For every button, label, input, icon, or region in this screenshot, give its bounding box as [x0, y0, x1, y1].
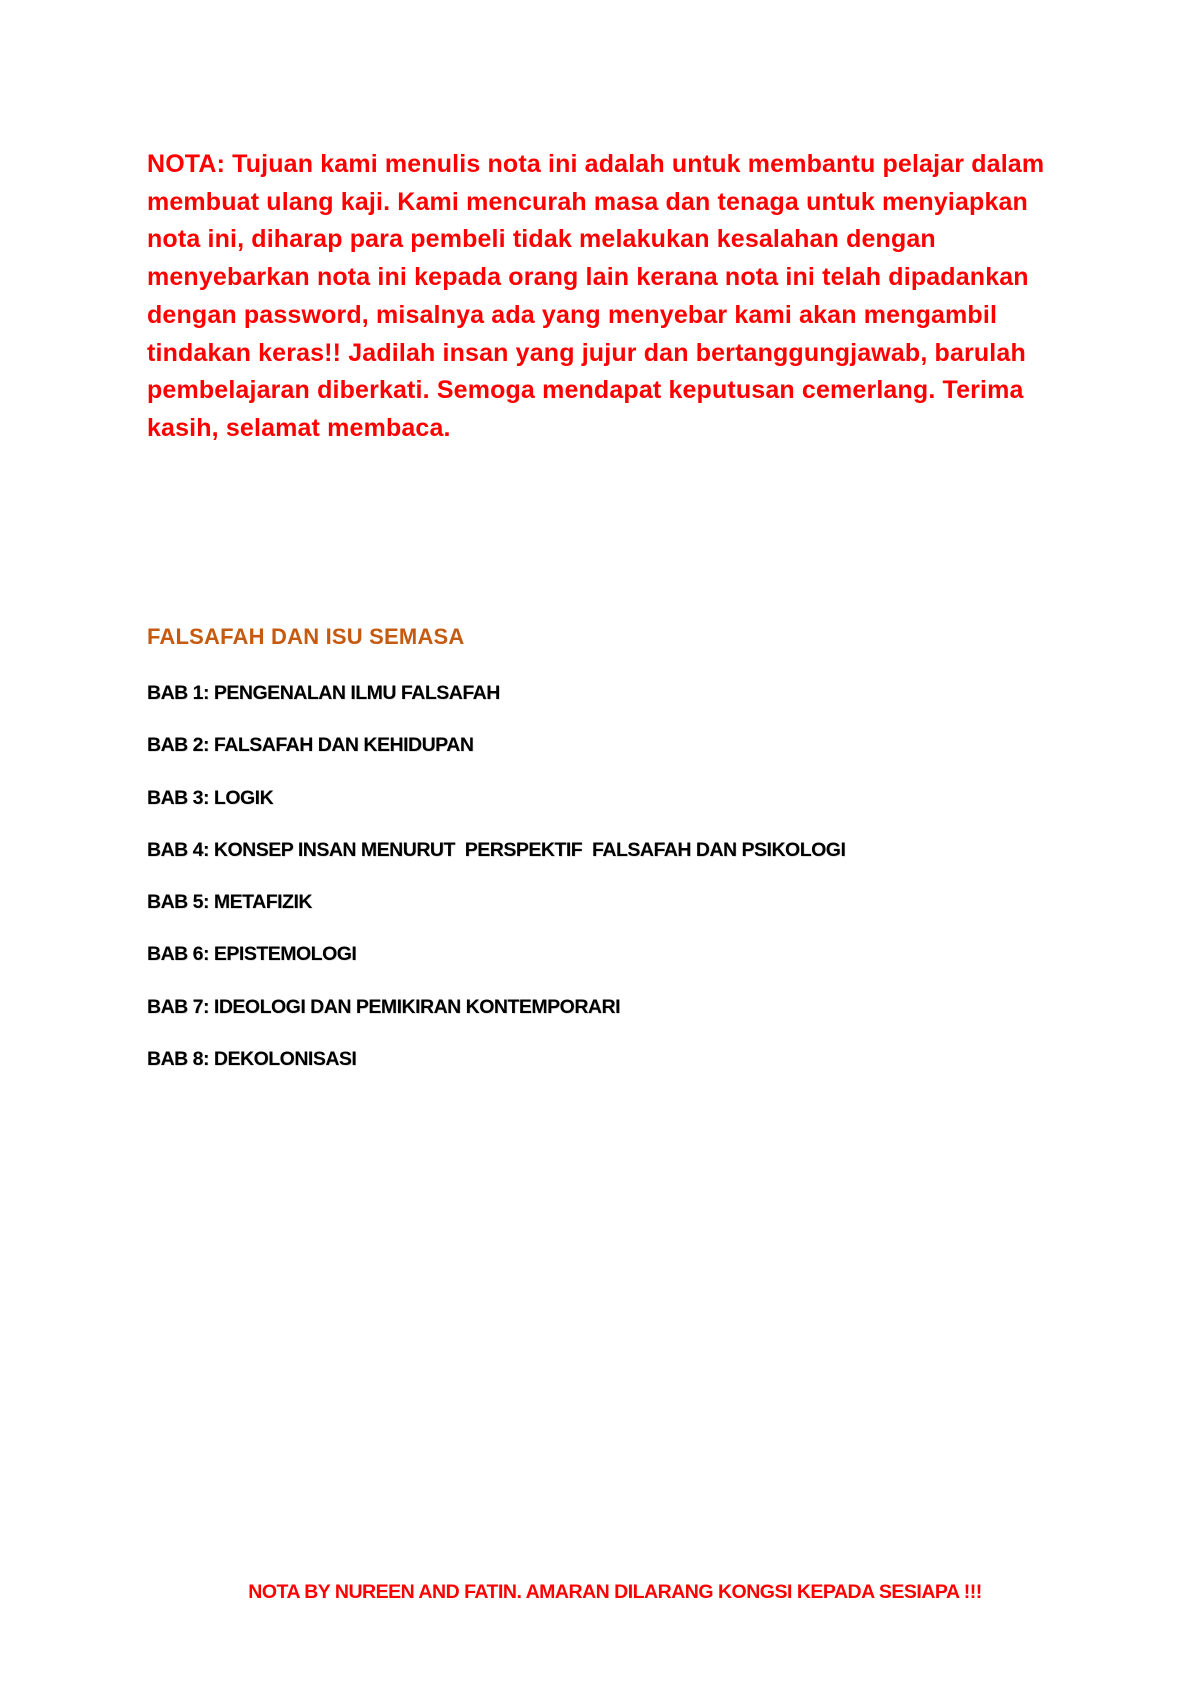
chapter-item-1: BAB 1: PENGENALAN ILMU FALSAFAH — [147, 682, 500, 704]
chapter-list — [147, 678, 845, 1096]
footer-warning: NOTA BY NUREEN AND FATIN. AMARAN DILARANG KONGSI KEPADA SESIAPA !!! — [248, 1581, 982, 1603]
chapter-item-2: BAB 2: FALSAFAH DAN KEHIDUPAN — [147, 734, 474, 757]
chapter-item-8: BAB 8: DEKOLONISASI — [147, 1048, 357, 1071]
chapter-item-6: BAB 6: EPISTEMOLOGI — [147, 943, 357, 966]
chapter-item-4: BAB 4: KONSEP INSAN MENURUT PERSPEKTIF FALSAFAH DAN PSIKOLOGI — [147, 838, 846, 861]
chapter-item-3: BAB 3: LOGIK — [147, 786, 274, 809]
notice-paragraph: NOTA: Tujuan kami menulis nota ini adalah untuk membantu pelajar dalam membuat ulang kaji. Kami mencurah masa dan tenaga untuk menyiapkan nota ini, diharap para pembeli tidak melakukan kesalahan dengan menyebarkan nota ini kepada orang lain kerana nota ini telah dipadankan dengan password, misalnya ada yang menyebar kami akan mengambil tindakan keras!! Jadilah insan yang jujur dan bertanggungjawab, barulah pembelajaran diberkati. Semoga mendapat keputusan cemerlang. Terima kasih, selamat membaca. — [147, 150, 1045, 442]
chapter-item-5: BAB 5: METAFIZIK — [147, 891, 312, 914]
chapter-item-7: BAB 7: IDEOLOGI DAN PEMIKIRAN KONTEMPORARI — [147, 995, 621, 1018]
document-title: FALSAFAH DAN ISU SEMASA — [147, 624, 465, 649]
